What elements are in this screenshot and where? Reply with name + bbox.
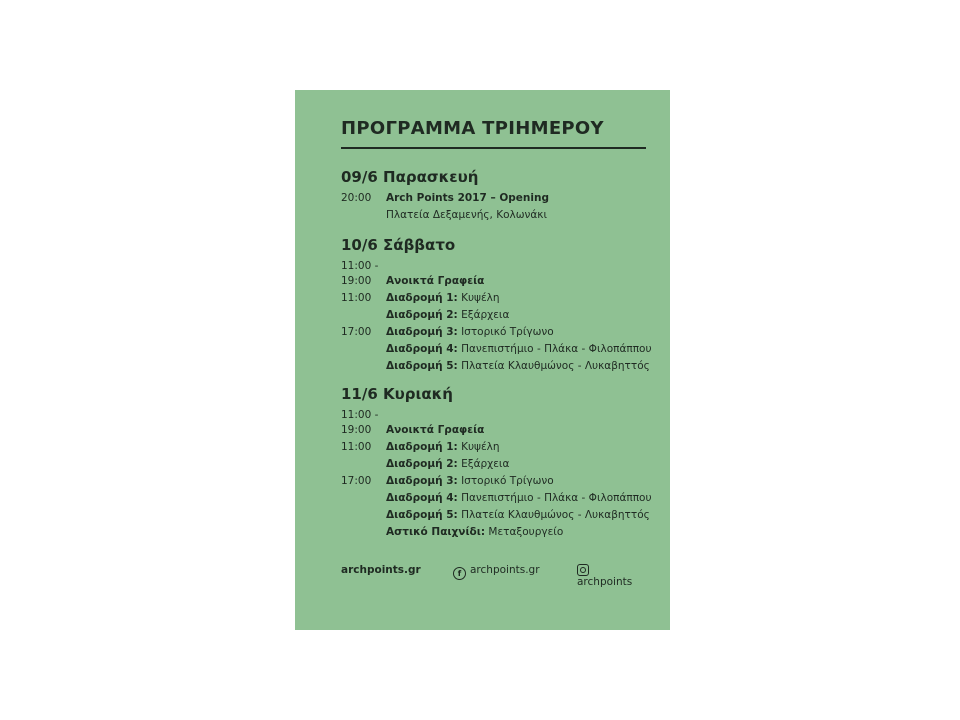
instagram-icon <box>577 564 589 576</box>
row-detail: Πλατεία Κλαυθμώνος - Λυκαβηττός <box>457 360 650 372</box>
row-time: 17:00 <box>341 475 372 487</box>
website-link[interactable]: archpoints.gr <box>341 564 421 576</box>
day-heading-sunday: 11/6 Κυριακή <box>341 385 453 403</box>
row-detail: Μεταξουργείο <box>485 526 564 538</box>
row-event: Arch Points 2017 – Opening <box>386 192 549 204</box>
row-detail: Κυψέλη <box>457 292 500 304</box>
row-event: Διαδρομή 3: <box>386 326 458 338</box>
row-time: 20:00 <box>341 192 372 204</box>
instagram-link[interactable] <box>577 564 646 588</box>
facebook-handle: archpoints.gr <box>470 564 540 576</box>
facebook-icon: f <box>453 567 466 580</box>
row-event: Διαδρομή 4: <box>386 343 458 355</box>
row-event: Διαδρομή 4: <box>386 492 458 504</box>
title-divider <box>341 147 646 149</box>
poster-footer <box>341 564 646 588</box>
row-detail: Εξάρχεια <box>457 458 510 470</box>
row-detail: Ιστορικό Τρίγωνο <box>457 475 554 487</box>
row-detail: Πανεπιστήμιο - Πλάκα - Φιλοπάππου <box>457 492 652 504</box>
row-event: Διαδρομή 5: <box>386 509 458 521</box>
facebook-link[interactable] <box>453 564 540 580</box>
program-poster <box>295 90 670 630</box>
row-event: Αστικό Παιχνίδι: <box>386 526 486 538</box>
row-event: Ανοικτά Γραφεία <box>386 424 485 436</box>
instagram-handle: archpoints <box>577 576 633 588</box>
row-time: 11:00 <box>341 292 372 304</box>
row-event: Διαδρομή 2: <box>386 309 458 321</box>
row-detail: Κυψέλη <box>457 441 500 453</box>
row-event: Διαδρομή 1: <box>386 292 458 304</box>
poster-title: ΠΡΟΓΡΑΜΜΑ ΤΡΙΗΜΕΡΟΥ <box>341 118 604 139</box>
row-event: Διαδρομή 5: <box>386 360 458 372</box>
row-event: Διαδρομή 1: <box>386 441 458 453</box>
row-time: 11:00 <box>341 441 372 453</box>
row-detail: Εξάρχεια <box>457 309 510 321</box>
row-event: Διαδρομή 2: <box>386 458 458 470</box>
row-time: 11:00 - <box>341 409 379 421</box>
row-detail: Πλατεία Κλαυθμώνος - Λυκαβηττός <box>457 509 650 521</box>
row-detail: Πανεπιστήμιο - Πλάκα - Φιλοπάππου <box>457 343 652 355</box>
day-heading-friday: 09/6 Παρασκευή <box>341 168 479 186</box>
row-detail: Ιστορικό Τρίγωνο <box>457 326 554 338</box>
row-time: 19:00 <box>341 275 372 287</box>
row-detail: Πλατεία Δεξαμενής, Κολωνάκι <box>386 209 548 221</box>
day-heading-saturday: 10/6 Σάββατο <box>341 236 456 254</box>
row-event: Ανοικτά Γραφεία <box>386 275 485 287</box>
row-event: Διαδρομή 3: <box>386 475 458 487</box>
row-time: 11:00 - <box>341 260 379 272</box>
row-time: 19:00 <box>341 424 372 436</box>
row-time: 17:00 <box>341 326 372 338</box>
